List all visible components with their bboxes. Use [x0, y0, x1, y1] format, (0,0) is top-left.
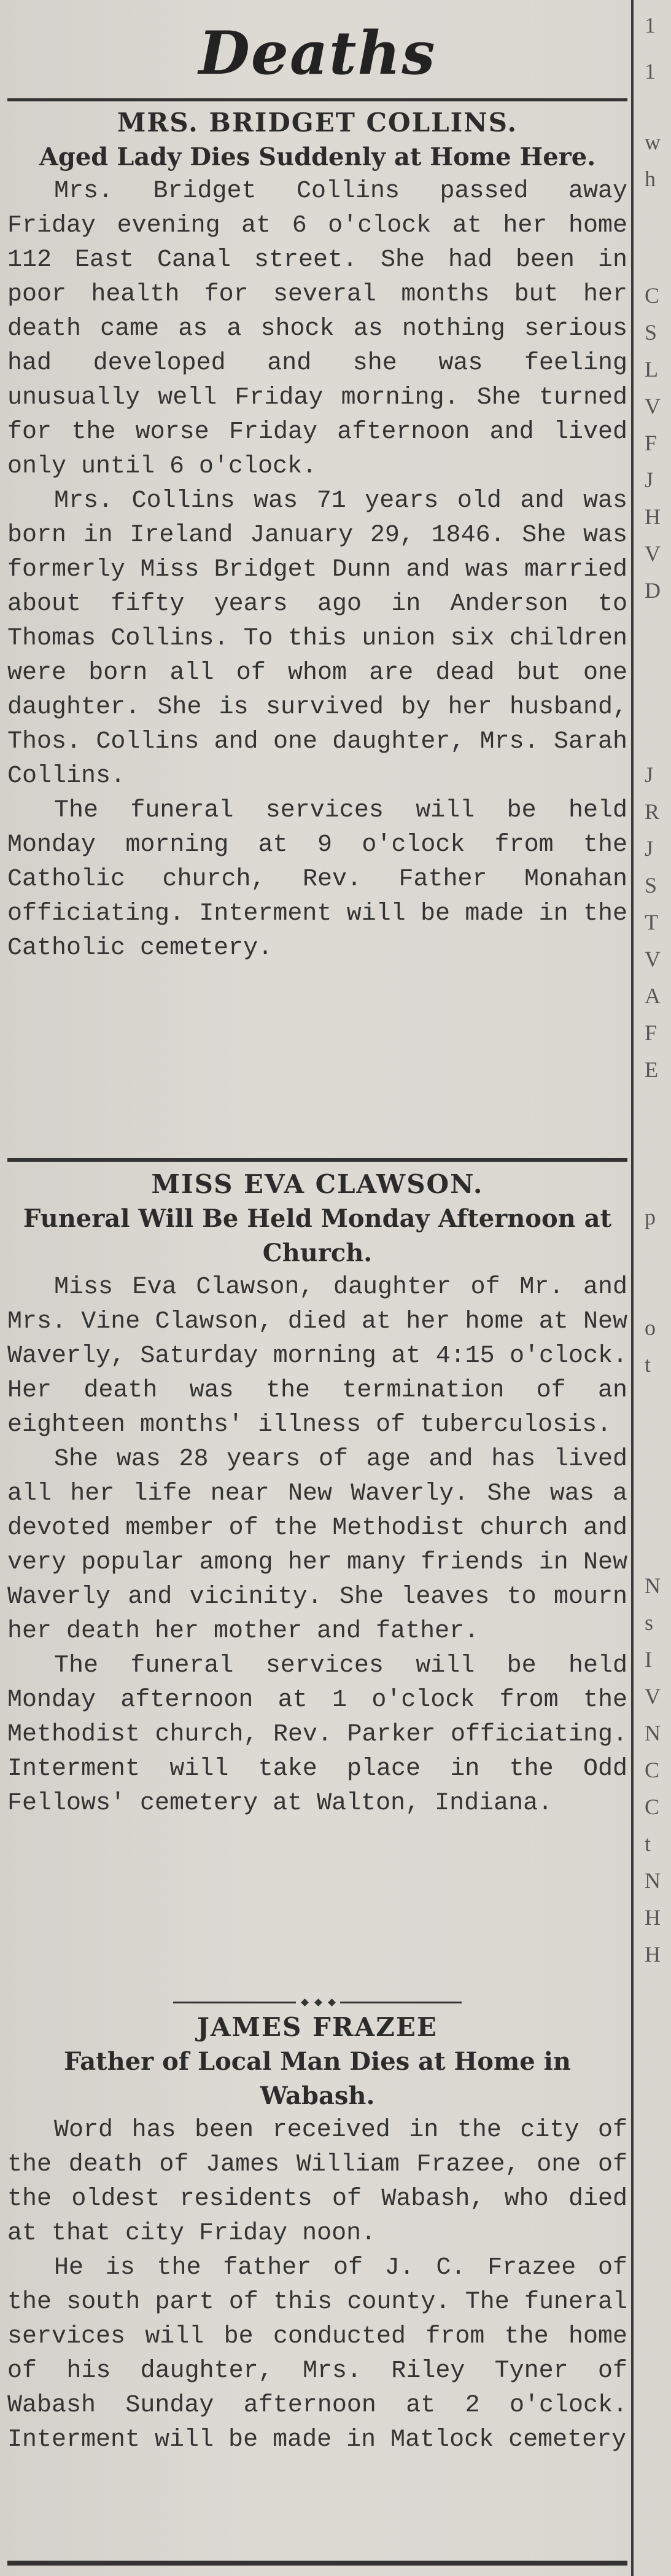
fragment-glyph: N: [645, 1868, 661, 1893]
fragment-glyph: A: [645, 984, 661, 1008]
obituary-paragraph: Mrs. Bridget Collins passed away Friday evening at 6 o'clock at her home 112 East Canal street. She had been in poor health for several months but her death came as a shock as nothing serious had developed and she was feeling unusually well Friday morning. She turned for the worse Friday afternoon and lived only until 6 o'clock.: [7, 178, 627, 480]
fragment-glyph: J: [645, 468, 654, 492]
deaths-column: [7, 0, 627, 2576]
ornament-divider: [173, 2000, 462, 2005]
obituary-headline: JAMES FRAZEE: [197, 2012, 438, 2042]
fragment-glyph: t: [645, 1831, 651, 1856]
fragment-glyph: S: [645, 873, 657, 898]
fragment-glyph: o: [645, 1315, 656, 1340]
obituary-headline: MISS EVA CLAWSON.: [151, 1169, 484, 1199]
fragment-glyph: N: [645, 1721, 661, 1745]
article-divider: [7, 1158, 627, 1162]
obituary-paragraph: She was 28 years of age and has lived all her life near New Waverly. She was a devoted member of the Methodist church and very popular among her many friends in New Waverly and vicinity. She leaves to mourn her death her mother and father.: [7, 1446, 627, 1645]
fragment-glyph: D: [645, 578, 661, 603]
ornament-line: [340, 2002, 462, 2003]
obituary-subhead: Funeral Will Be Held Monday Afternoon at Church.: [23, 1204, 612, 1267]
ornament-dot: [314, 1999, 322, 2006]
fragment-glyph: C: [645, 1795, 660, 1819]
fragment-glyph: E: [645, 1057, 658, 1082]
obituary-paragraph: The funeral services will be held Monday morning at 9 o'clock from the Catholic church, Rev. Father Monahan officiating. Interment will be made in the Catholic cemetery.: [7, 797, 627, 962]
obituary-paragraph: The funeral services will be held Monday afternoon at 1 o'clock from the Methodist church, Rev. Parker officiating. Interment will take place in the Odd Fellows' cemetery at Walton, Indiana.: [7, 1652, 627, 1817]
obituary-subhead: Father of Local Man Dies at Home in Wabash.: [64, 2047, 571, 2110]
fragment-glyph: H: [645, 504, 661, 529]
obituary-paragraph: Miss Eva Clawson, daughter of Mr. and Mrs. Vine Clawson, died at her home at New Waverly, Saturday morning at 4:15 o'clock. Her death was the termination of an eighteen months' illness of tuberculosis.: [7, 1274, 627, 1439]
column-rule: [631, 0, 634, 2576]
fragment-glyph: F: [645, 431, 657, 455]
fragment-glyph: I: [645, 1647, 652, 1672]
ornament-line: [173, 2002, 296, 2003]
fragment-glyph: w: [645, 130, 661, 154]
obituary-headline: MRS. BRIDGET COLLINS.: [117, 108, 518, 138]
obituary-paragraph: Mrs. Collins was 71 years old and was born in Ireland January 29, 1846. She was formerly Miss Bridget Dunn and was married about fifty years ago in Anderson to Thomas Collins. To this union six children were born all of whom are dead but one daughter. She is survived by her husband, Thos. Collins and one daughter, Mrs. Sarah Collins.: [7, 487, 627, 790]
ornament-dot: [328, 1999, 336, 2006]
fragment-glyph: 1: [645, 59, 656, 84]
fragment-glyph: p: [645, 1205, 656, 1229]
adjacent-column-fragment: [645, 0, 671, 2576]
obituary-clawson: [7, 1167, 627, 1821]
obituary-paragraph: He is the father of J. C. Frazee of the south part of this county. The funeral services will be conducted from the home of his daughter, Mrs. Riley Tyner of Wabash Sunday afternoon at 2 o'clock. Interment will be made in Matlock cemetery: [7, 2254, 627, 2454]
fragment-glyph: H: [645, 1942, 661, 1967]
fragment-glyph: S: [645, 320, 657, 345]
fragment-glyph: R: [645, 799, 660, 824]
column-masthead: [7, 0, 627, 101]
obituary-subhead: Aged Lady Dies Suddenly at Home Here.: [39, 143, 596, 171]
fragment-glyph: V: [645, 947, 661, 971]
obituary-frazee: [7, 2010, 627, 2457]
fragment-glyph: J: [645, 762, 654, 787]
ornament-dot: [301, 1999, 309, 2006]
fragment-glyph: L: [645, 357, 658, 382]
fragment-glyph: F: [645, 1020, 657, 1045]
obituary-collins: [7, 106, 627, 966]
fragment-glyph: t: [645, 1352, 651, 1377]
fragment-glyph: 1: [645, 13, 656, 37]
fragment-glyph: N: [645, 1573, 661, 1598]
fragment-glyph: V: [645, 541, 661, 566]
fragment-glyph: C: [645, 283, 660, 308]
fragment-glyph: V: [645, 394, 661, 418]
fragment-glyph: H: [645, 1905, 661, 1930]
fragment-glyph: C: [645, 1758, 660, 1782]
fragment-glyph: h: [645, 166, 656, 191]
fragment-glyph: J: [645, 836, 654, 861]
fragment-glyph: T: [645, 910, 658, 934]
fragment-glyph: V: [645, 1684, 661, 1709]
bottom-rule: [7, 2561, 627, 2566]
column-title: Deaths: [198, 18, 436, 88]
fragment-glyph: s: [645, 1610, 654, 1635]
obituary-paragraph: Word has been received in the city of the death of James William Frazee, one of the oldest residents of Wabash, who died at that city Friday noon.: [7, 2116, 627, 2247]
